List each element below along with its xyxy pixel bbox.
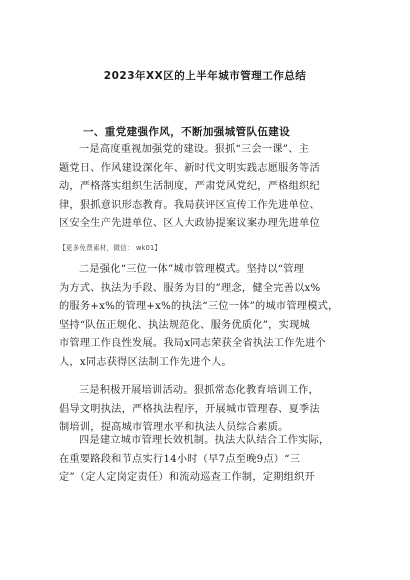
- paragraph-line: 的服务+x%的管理+x%的执法“三位一体”的城市管理模式，: [59, 301, 339, 313]
- watermark-note: 【更多免费素材，微信： wk01】: [59, 244, 162, 252]
- paragraph-line: 为方式、执法为手段、服务为目的”理念，健全完善以x%: [59, 282, 321, 294]
- paragraph-line: 动，严格落实组织生活制度，严肃党风党纪，严格组织纪: [59, 181, 320, 193]
- paragraph-line: 四是建立城市管理长效机制。执法大队结合工作实际，: [79, 435, 330, 446]
- paragraph-4: [59, 432, 355, 488]
- paragraph-line: 制培训，提高城市管理水平和执法人员综合素质。: [59, 422, 289, 434]
- paragraph-2: [59, 261, 355, 373]
- paragraph-line: 二是强化“三位一体”城市管理模式。坚持以“管理: [79, 264, 305, 275]
- paragraph-line: 区安全生产先进单位、区人大政协提案议案办理先进单位: [59, 218, 320, 230]
- paragraph-line: 在重要路段和节点实行14小时（早7点至晚9点）“三: [59, 453, 301, 465]
- paragraph-line: 坚持“队伍正规化、执法规范化、服务优质化”，实现城: [59, 319, 310, 331]
- paragraph-1: [59, 141, 355, 234]
- section-heading: 一、重党建强作风，不断加强城管队伍建设: [83, 126, 291, 138]
- paragraph-line: 倡导文明执法，严格执法程序，开展城市管理春、夏季法: [59, 403, 320, 415]
- paragraph-line: 律，狠抓意识形态教育。我局获评区宣传工作先进单位、: [59, 199, 320, 211]
- paragraph-line: 三是积极开展培训活动。狠抓常态化教育培训工作，: [79, 385, 320, 396]
- paragraph-line: 市管理工作良性发展。我局x同志荣获全省执法工作先进个: [59, 338, 326, 350]
- paragraph-line: 人，x同志获得区法制工作先进个人。: [59, 356, 232, 368]
- paragraph-line: 题党日、作风建设深化年、新时代文明实践志愿服务等活: [59, 162, 320, 174]
- paragraph-line: 定”（定人定岗定责任）和流动巡查工作制，定期组织开: [59, 472, 315, 484]
- paragraph-3: [59, 382, 355, 438]
- document-title: 2023年XX区的上半年城市管理工作总结: [103, 70, 307, 82]
- paragraph-line: 一是高度重视加强党的建设。狠抓“三会一课”、主: [79, 144, 310, 155]
